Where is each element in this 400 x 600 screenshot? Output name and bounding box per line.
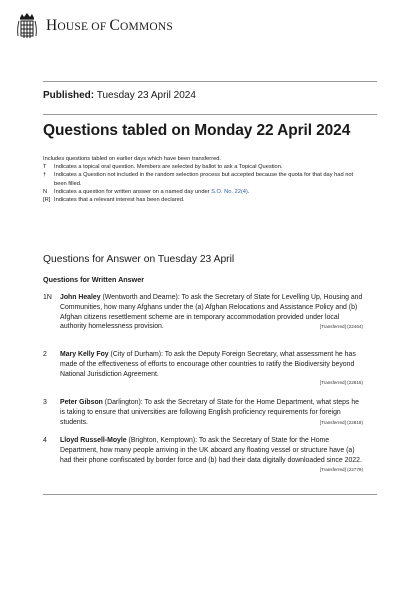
question-item bbox=[43, 350, 363, 387]
portcullis-logo-icon bbox=[16, 12, 38, 40]
note-key: † bbox=[43, 172, 47, 179]
note-item bbox=[43, 188, 363, 196]
subsection-title: Questions for Written Answer bbox=[43, 275, 145, 284]
question-body bbox=[60, 350, 363, 387]
question-number: 3 bbox=[43, 399, 47, 406]
question-number: 4 bbox=[43, 437, 47, 444]
published-date: Tuesday 23 April 2024 bbox=[96, 90, 196, 101]
question-reference: [Transferred] (22818) bbox=[319, 419, 363, 425]
member-name: John Healey bbox=[60, 294, 101, 301]
note-key: T bbox=[43, 164, 47, 171]
note-text bbox=[54, 188, 363, 196]
page-title: Questions tabled on Monday 22 April 2024 bbox=[43, 122, 351, 139]
house-name-part: C bbox=[109, 17, 121, 35]
standing-order-link[interactable]: S.O. No. 22(4) bbox=[211, 188, 248, 195]
question-text: (Darlington): To ask the Secretary of State for the Home Department, what steps he is taking to ensure that universities are following English proficiency requirements for foreign students. bbox=[60, 399, 359, 426]
legend-notes bbox=[43, 155, 363, 204]
member-name: Lloyd Russell-Moyle bbox=[60, 437, 127, 444]
divider bbox=[43, 114, 377, 115]
note-item bbox=[43, 171, 363, 187]
note-text-part: Indicates a question for written answer on a named day under bbox=[54, 188, 212, 195]
note-text: Indicates that a relevant interest has been declared. bbox=[54, 197, 185, 204]
divider bbox=[43, 494, 377, 495]
member-name: Peter Gibson bbox=[60, 399, 103, 406]
divider bbox=[43, 81, 377, 82]
published-line bbox=[43, 90, 196, 101]
question-item bbox=[43, 293, 363, 332]
question-reference: [Transferred] (22464) bbox=[319, 324, 363, 330]
note-text: Indicates a Question not included in the random selection process but accepted because the quota for that day had not been filled. bbox=[54, 172, 354, 187]
question-reference: [Transferred] (22779) bbox=[319, 467, 363, 473]
question-number: 2 bbox=[43, 351, 47, 358]
question-item bbox=[43, 436, 363, 474]
question-item bbox=[43, 398, 363, 427]
member-name: Mary Kelly Foy bbox=[60, 351, 109, 358]
question-body bbox=[60, 293, 363, 332]
house-name bbox=[46, 18, 173, 34]
question-text: (City of Durham): To ask the Deputy Foreign Secretary, what assessment he has made of the effectiveness of efforts to encourage other countries to ratify the Biodiversity beyond National Jurisdiction Agreement. bbox=[60, 351, 356, 378]
house-name-part: H bbox=[46, 17, 58, 35]
note-item bbox=[43, 196, 363, 204]
question-body bbox=[60, 436, 363, 474]
house-of-commons-header bbox=[16, 12, 173, 40]
question-reference: [Transferred] (22816) bbox=[319, 380, 363, 386]
section-title: Questions for Answer on Tuesday 23 April bbox=[43, 254, 235, 265]
note-item bbox=[43, 163, 363, 171]
house-name-part: OMMONS bbox=[120, 21, 174, 34]
question-text: (Wentworth and Dearne): To ask the Secretary of State for Levelling Up, Housing and Communities, how many Afghans under the (a) Afghan Relocations and Assistance Policy and (b) Afghan citizens resettlement scheme are in temporary accommodation provided under local authority homelessness provision. bbox=[60, 294, 363, 331]
question-number: 1N bbox=[43, 294, 52, 301]
note-text-part: . bbox=[247, 188, 250, 195]
notes-intro: Includes questions tabled on earlier days which have been transferred. bbox=[43, 156, 222, 162]
note-key: [R] bbox=[43, 197, 51, 204]
house-name-part: OUSE OF bbox=[57, 21, 110, 34]
question-text: (Brighton, Kemptown): To ask the Secretary of State for the Home Department, how many people arriving in the UK aboard any floating vessel or structure have (a) had their phone confiscated by border force and (b) had their data digitally downloaded since 2022. bbox=[60, 437, 362, 464]
published-label: Published: bbox=[43, 90, 95, 101]
question-body bbox=[60, 398, 363, 427]
note-key: N bbox=[43, 188, 48, 195]
note-text: Indicates a topical oral question. Members are selected by ballot to ask a Topical Question. bbox=[54, 164, 283, 171]
